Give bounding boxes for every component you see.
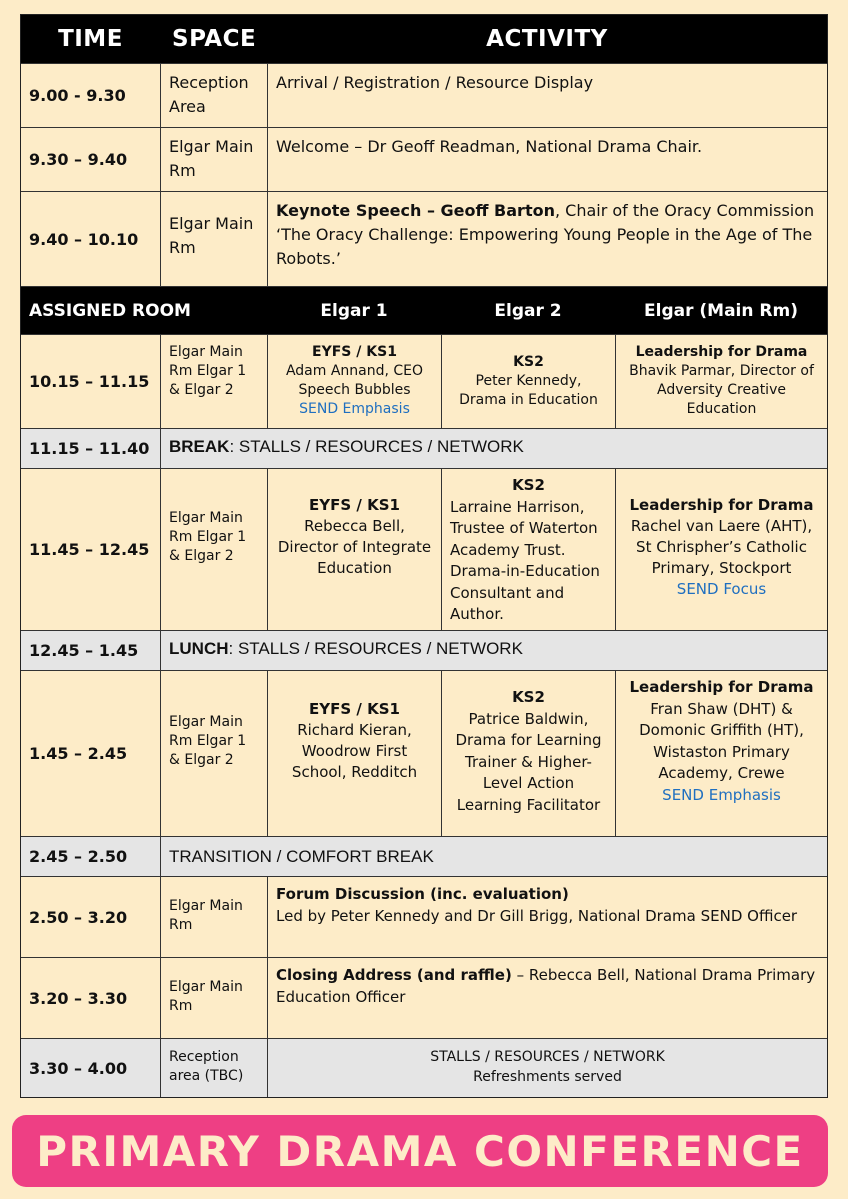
closing-cell bbox=[267, 958, 827, 1038]
break-text: : STALLS / RESOURCES / NETWORK bbox=[229, 437, 524, 456]
space-cell: Elgar Main Rm Elgar 1 & Elgar 2 bbox=[160, 671, 267, 836]
table-header bbox=[21, 15, 827, 63]
time-cell: 3.30 – 4.00 bbox=[29, 1058, 128, 1078]
space-cell: Elgar Main Rm Elgar 1 & Elgar 2 bbox=[160, 335, 267, 428]
final-line-2: Refreshments served bbox=[473, 1069, 622, 1085]
schedule-table bbox=[20, 14, 828, 1098]
closing-title: Closing Address (and raffle) bbox=[276, 966, 512, 984]
room-elgar-2: Elgar 2 bbox=[494, 300, 562, 321]
lunch-cell bbox=[160, 631, 827, 670]
time-cell: 1.45 – 2.45 bbox=[29, 744, 128, 763]
closing-body: – Rebecca Bell, National Drama Primary Education Officer bbox=[276, 966, 816, 1006]
ks2-cell bbox=[441, 671, 615, 836]
assigned-room-label: ASSIGNED ROOM bbox=[29, 300, 191, 321]
rooms-header bbox=[21, 286, 827, 334]
activity-cell: Arrival / Registration / Resource Display bbox=[267, 64, 827, 127]
keynote-detail: , Chair of the Oracy Commission ‘The Oracy Challenge: Empowering Young People in the Age of The Robots.’ bbox=[276, 201, 815, 268]
transition-row bbox=[21, 836, 827, 876]
break-row bbox=[21, 428, 827, 468]
table-row bbox=[21, 63, 827, 127]
table-row bbox=[21, 127, 827, 191]
session-title: Leadership for Drama bbox=[635, 344, 808, 360]
session-presenter: Bhavik Parmar, Director of Adversity Creative Education bbox=[629, 363, 814, 417]
time-cell: 11.45 – 12.45 bbox=[29, 540, 150, 559]
eyfs-ks1-cell bbox=[267, 469, 441, 630]
session-title: EYFS / KS1 bbox=[309, 496, 400, 514]
space-cell: Reception Area bbox=[160, 64, 267, 127]
table-row bbox=[21, 876, 827, 957]
session-title: KS2 bbox=[513, 354, 544, 370]
transition-cell: TRANSITION / COMFORT BREAK bbox=[160, 837, 827, 876]
time-cell: 9.30 – 9.40 bbox=[29, 150, 128, 169]
time-cell: 11.15 – 11.40 bbox=[29, 439, 150, 458]
lunch-row bbox=[21, 630, 827, 670]
session-row bbox=[21, 334, 827, 428]
send-note: SEND Emphasis bbox=[662, 785, 781, 804]
forum-body: Led by Peter Kennedy and Dr Gill Brigg, National Drama SEND Officer bbox=[276, 907, 798, 925]
session-presenter: Richard Kieran, Woodrow First School, Redditch bbox=[291, 721, 418, 781]
keynote-title: Keynote Speech – Geoff Barton bbox=[276, 201, 555, 220]
final-cell bbox=[267, 1039, 827, 1097]
table-row bbox=[21, 957, 827, 1038]
activity-cell bbox=[267, 192, 827, 286]
session-title: Leadership for Drama bbox=[629, 678, 814, 696]
conference-banner: PRIMARY DRAMA CONFERENCE bbox=[12, 1115, 828, 1187]
lunch-text: : STALLS / RESOURCES / NETWORK bbox=[228, 639, 523, 658]
header-time: TIME bbox=[58, 26, 123, 52]
session-row bbox=[21, 670, 827, 836]
session-presenter: Fran Shaw (DHT) & Domonic Griffith (HT), Wistaston Primary Academy, Crewe bbox=[639, 699, 804, 782]
table-row bbox=[21, 1038, 827, 1097]
eyfs-ks1-cell bbox=[267, 335, 441, 428]
session-presenter: Rachel van Laere (AHT), St Chrispher’s Catholic Primary, Stockport bbox=[630, 517, 813, 577]
session-presenter: Peter Kennedy, Drama in Education bbox=[459, 373, 598, 408]
lunch-label: LUNCH bbox=[169, 639, 229, 658]
session-row bbox=[21, 468, 827, 630]
ks2-cell bbox=[441, 469, 615, 630]
time-cell: 12.45 – 1.45 bbox=[29, 641, 139, 660]
session-presenter: Rebecca Bell, Director of Integrate Education bbox=[277, 517, 432, 577]
time-cell: 9.40 – 10.10 bbox=[29, 229, 139, 249]
final-line-1: STALLS / RESOURCES / NETWORK bbox=[430, 1049, 665, 1065]
session-title: EYFS / KS1 bbox=[309, 700, 400, 718]
table-row bbox=[21, 191, 827, 286]
time-cell: 10.15 – 11.15 bbox=[29, 372, 150, 391]
session-title: Leadership for Drama bbox=[629, 496, 814, 514]
leadership-cell bbox=[615, 335, 827, 428]
room-elgar-main: Elgar (Main Rm) bbox=[644, 300, 798, 321]
space-cell: Elgar Main Rm bbox=[160, 128, 267, 191]
header-space: SPACE bbox=[172, 26, 257, 52]
space-cell: Elgar Main Rm Elgar 1 & Elgar 2 bbox=[160, 469, 267, 630]
space-cell: Elgar Main Rm bbox=[160, 958, 267, 1038]
forum-cell bbox=[267, 877, 827, 957]
leadership-cell bbox=[615, 469, 827, 630]
room-elgar-1: Elgar 1 bbox=[320, 300, 388, 321]
space-cell: Reception area (TBC) bbox=[160, 1039, 267, 1097]
send-note: SEND Emphasis bbox=[299, 401, 410, 417]
session-title: EYFS / KS1 bbox=[312, 344, 397, 360]
activity-cell: Welcome – Dr Geoff Readman, National Drama Chair. bbox=[267, 128, 827, 191]
time-cell: 3.20 – 3.30 bbox=[29, 988, 128, 1008]
time-cell: 2.45 – 2.50 bbox=[29, 847, 128, 866]
session-presenter: Larraine Harrison, Trustee of Waterton Academy Trust. Drama-in-Education Consultant and Author. bbox=[450, 497, 600, 623]
break-cell bbox=[160, 429, 827, 468]
time-cell: 9.00 - 9.30 bbox=[29, 86, 126, 105]
time-cell: 2.50 – 3.20 bbox=[29, 907, 128, 927]
header-activity: ACTIVITY bbox=[486, 26, 608, 52]
space-cell: Elgar Main Rm bbox=[160, 877, 267, 957]
session-title: KS2 bbox=[512, 688, 545, 706]
ks2-cell bbox=[441, 335, 615, 428]
session-title: KS2 bbox=[512, 476, 545, 494]
eyfs-ks1-cell bbox=[267, 671, 441, 836]
forum-title: Forum Discussion (inc. evaluation) bbox=[276, 885, 569, 903]
session-presenter: Patrice Baldwin, Drama for Learning Trainer & Higher-Level Action Learning Facilitator bbox=[455, 709, 602, 814]
leadership-cell bbox=[615, 671, 827, 836]
break-label: BREAK bbox=[169, 437, 230, 456]
session-presenter: Adam Annand, CEO Speech Bubbles bbox=[285, 363, 424, 398]
send-note: SEND Focus bbox=[676, 580, 767, 598]
space-cell: Elgar Main Rm bbox=[160, 192, 267, 286]
